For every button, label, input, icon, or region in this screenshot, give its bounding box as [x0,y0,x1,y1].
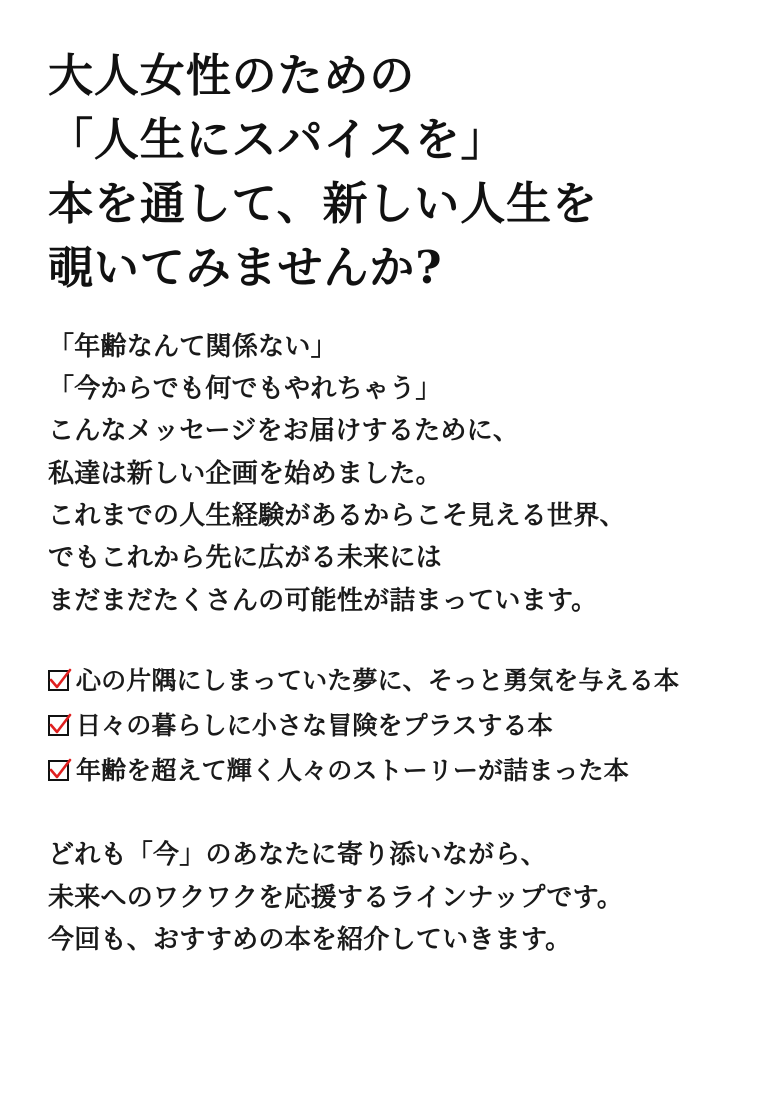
checklist-item-label: 心の片隅にしまっていた夢に、そっと勇気を与える本 [76,666,680,696]
lead-line-6: でもこれから先に広がる未来には [48,543,442,574]
list-item [48,752,720,791]
closing-line-1: どれも「今」のあなたに寄り添いながら、 [48,840,547,871]
benefits-checklist [48,662,720,796]
checkbox-checked-icon [48,760,69,781]
lead-line-5: これまでの人生経験があるからこそ見える世界、 [48,501,626,532]
headline-line-3: 本を通して、新しい人生を [48,176,598,230]
closing-line-2: 未来へのワクワクを応援するラインナップです。 [48,882,624,913]
checkbox-checked-icon [48,715,69,736]
lead-paragraph [48,326,720,623]
closing-paragraph [48,834,720,961]
list-item [48,662,720,701]
closing-line-3: 今回も、おすすめの本を紹介していきます。 [48,925,572,956]
headline-line-1: 大人女性のための [48,49,416,102]
headline-line-2: 「人生にスパイスを」 [48,112,507,166]
page-title [48,44,720,300]
checklist-item-label: 年齢を超えて輝く人々のストーリーが詰まった本 [76,755,629,785]
lead-line-2: 「今からでも何でもやれちゃう」 [48,373,442,404]
list-item [48,707,720,746]
lead-line-1: 「年齢なんて関係ない」 [48,331,337,362]
lead-line-7: まだまだたくさんの可能性が詰まっています。 [48,585,598,616]
headline-line-4: 覗いてみませんか? [48,240,443,294]
checkbox-checked-icon [48,670,69,691]
checklist-item-label: 日々の暮らしに小さな冒険をプラスする本 [76,710,553,740]
lead-line-3: こんなメッセージをお届けするために、 [48,416,520,447]
lead-line-4: 私達は新しい企画を始めました。 [48,458,442,489]
